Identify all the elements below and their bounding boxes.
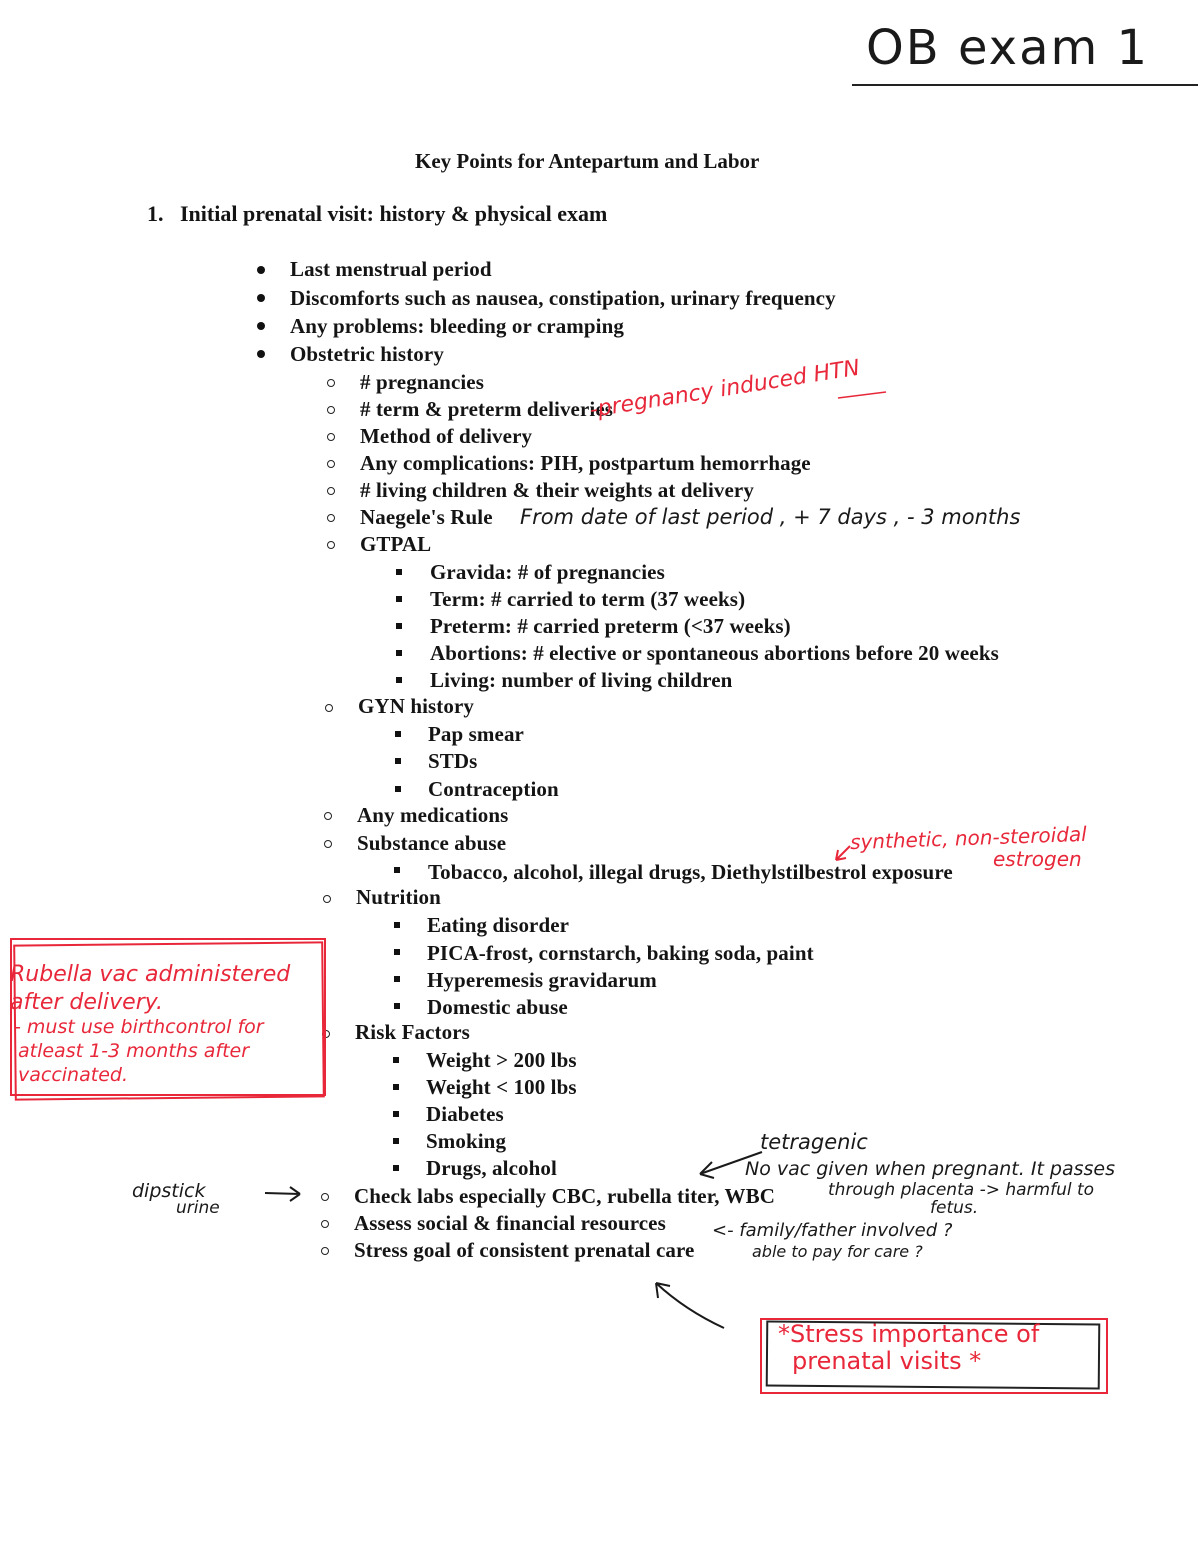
- list-item: GTPAL: [360, 532, 432, 556]
- list-item: Naegele's Rule: [360, 505, 493, 529]
- gyn-item: Pap smear: [428, 722, 524, 746]
- note-pay: able to pay for care ?: [752, 1242, 923, 1261]
- bullet-item: Last menstrual period: [290, 257, 492, 281]
- rubella-note-line: atleast 1-3 months after: [18, 1040, 250, 1062]
- dipstick-arrow-icon: [265, 1187, 300, 1201]
- list-item-substance: Substance abuse: [357, 831, 507, 855]
- rubella-note-line: after delivery.: [10, 990, 164, 1015]
- list-item-medications: Any medications: [357, 803, 509, 827]
- nutrition-item: Eating disorder: [427, 913, 570, 937]
- des-arrow-icon: [836, 846, 850, 860]
- list-item-labs: Check labs especially CBC, rubella titer, WBC: [354, 1184, 776, 1208]
- gtpal-item: Abortions: # elective or spontaneous abortions before 20 weeks: [430, 641, 999, 665]
- stress-arrow-icon: [656, 1283, 724, 1328]
- substance-item: Tobacco, alcohol, illegal drugs, Diethylstilbestrol exposure: [428, 860, 953, 884]
- note-no-vac-line3: fetus.: [930, 1198, 979, 1218]
- risk-item: Smoking: [426, 1129, 507, 1153]
- gtpal-item: Term: # carried to term (37 weeks): [430, 587, 746, 611]
- list-item: # term & preterm deliveries: [360, 397, 614, 421]
- risk-item: Weight < 100 lbs: [426, 1075, 577, 1099]
- note-naegele: From date of last period , + 7 days , - 3 months: [520, 505, 1021, 529]
- gtpal-item: Living: number of living children: [430, 668, 733, 692]
- section-number: 1.: [147, 201, 164, 226]
- pih-annotation-stroke: [838, 392, 886, 398]
- rubella-note-line: vaccinated.: [18, 1064, 128, 1086]
- note-pih: -pregnancy induced HTN: [588, 355, 862, 423]
- list-item: # pregnancies: [360, 370, 484, 394]
- list-item-resources: Assess social & financial resources: [354, 1211, 666, 1235]
- list-item: Method of delivery: [360, 424, 533, 448]
- risk-item: Weight > 200 lbs: [426, 1048, 577, 1072]
- handwritten-header: OB exam 1: [866, 20, 1150, 76]
- page-title: Key Points for Antepartum and Labor: [415, 149, 760, 173]
- note-no-vac-line2: through placenta -> harmful to: [828, 1180, 1095, 1200]
- nutrition-item: Hyperemesis gravidarum: [427, 968, 657, 992]
- note-family: <- family/father involved ?: [712, 1220, 953, 1241]
- gtpal-item: Gravida: # of pregnancies: [430, 560, 665, 584]
- nutrition-item: Domestic abuse: [427, 995, 568, 1019]
- note-des-line2: estrogen: [993, 847, 1082, 871]
- bullet-item: Any problems: bleeding or cramping: [290, 314, 624, 338]
- teratogenic-arrow-icon: [700, 1152, 762, 1178]
- gtpal-item: Preterm: # carried preterm (<37 weeks): [430, 614, 791, 638]
- gyn-item: Contraception: [428, 777, 559, 801]
- risk-item: Diabetes: [426, 1102, 504, 1126]
- note-no-vac-line1: No vac given when pregnant. It passes: [745, 1158, 1116, 1180]
- note-teratogenic: tetragenic: [760, 1130, 868, 1154]
- rubella-note-line: Rubella vac administered: [10, 962, 291, 987]
- bullet-item: Discomforts such as nausea, constipation, urinary frequency: [290, 286, 836, 310]
- list-item: Any complications: PIH, postpartum hemorrhage: [360, 451, 811, 475]
- nutrition-item: PICA-frost, cornstarch, baking soda, paint: [427, 941, 814, 965]
- list-item-risk: Risk Factors: [355, 1020, 470, 1044]
- list-item-prenatal-care: Stress goal of consistent prenatal care: [354, 1238, 695, 1262]
- bullet-item: Obstetric history: [290, 342, 444, 366]
- list-item-nutrition: Nutrition: [356, 885, 441, 909]
- list-item: # living children & their weights at delivery: [360, 478, 754, 502]
- list-item-gyn: GYN history: [358, 694, 475, 718]
- note-des-line1: synthetic, non-steroidal: [849, 821, 1088, 855]
- stress-note-line1: *Stress importance of: [778, 1320, 1040, 1348]
- risk-item: Drugs, alcohol: [426, 1156, 557, 1180]
- note-dipstick-line1: dipstick: [132, 1180, 206, 1202]
- rubella-note-line: - must use birthcontrol for: [14, 1016, 264, 1038]
- note-dipstick-line2: urine: [176, 1198, 220, 1218]
- section-heading: Initial prenatal visit: history & physical exam: [180, 201, 608, 226]
- stress-note-line2: prenatal visits *: [792, 1347, 982, 1375]
- gyn-item: STDs: [428, 749, 478, 773]
